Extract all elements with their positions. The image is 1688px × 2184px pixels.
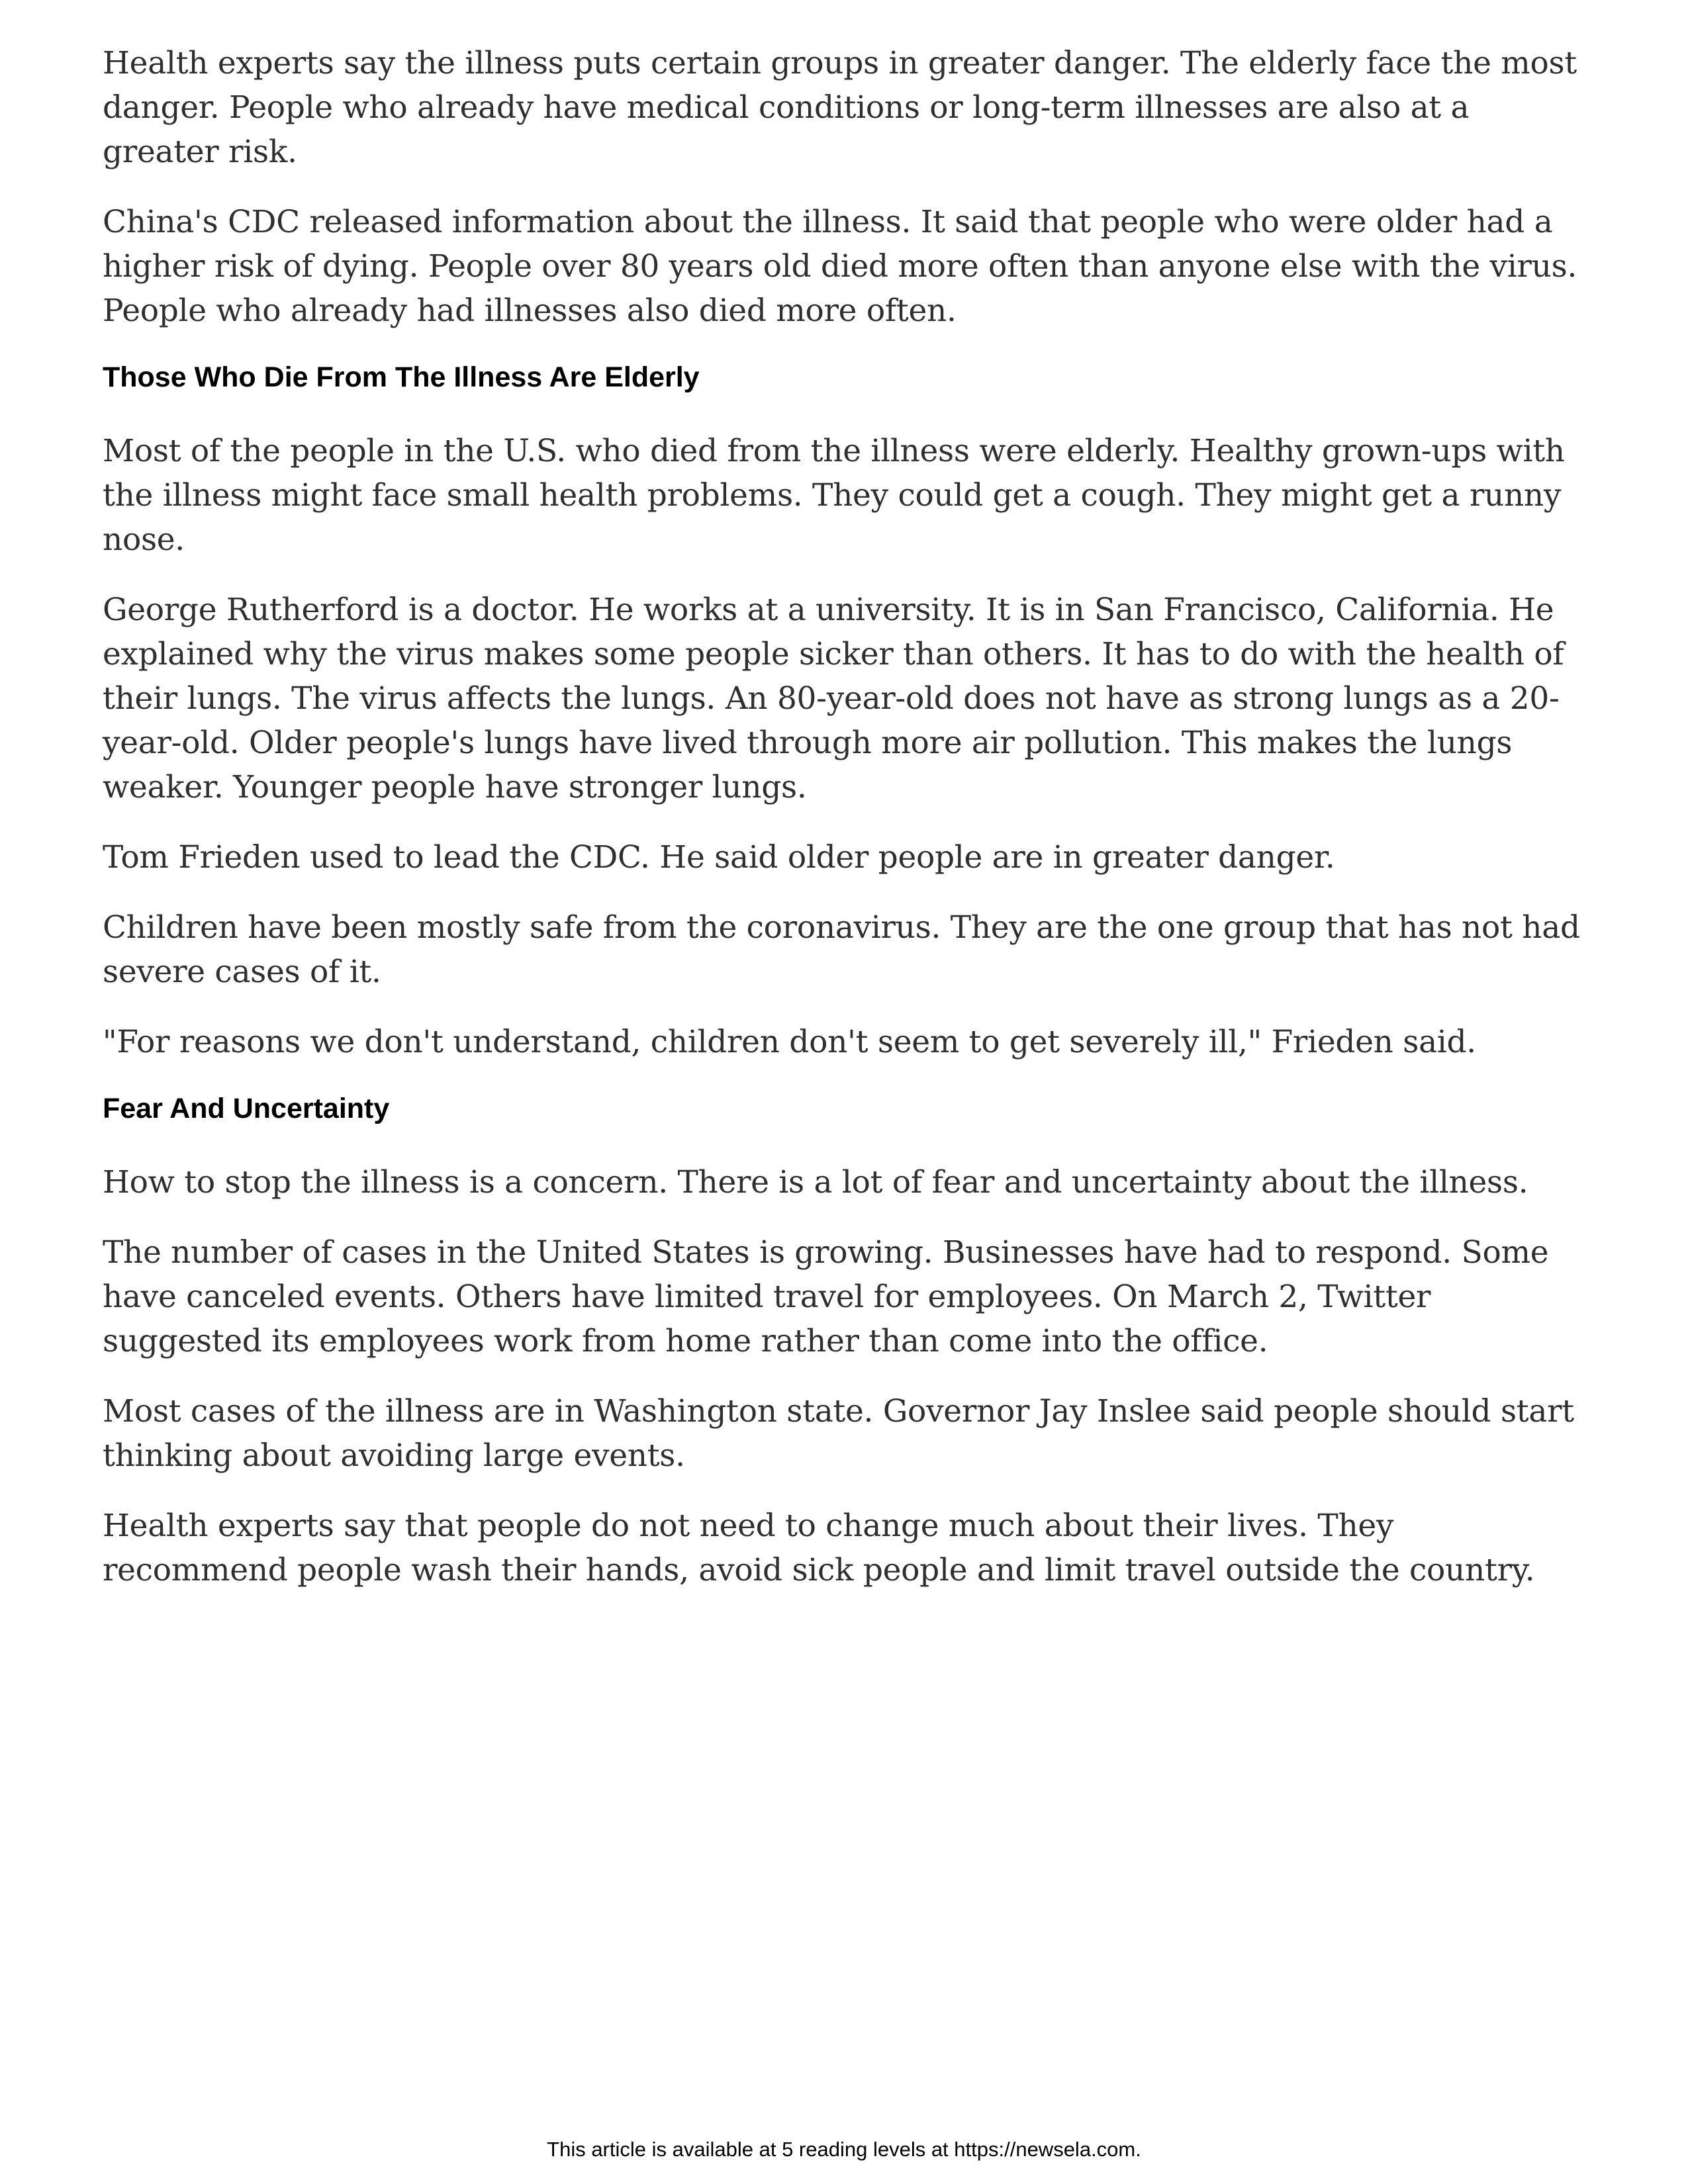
paragraph: Health experts say that people do not need to change much about their lives. They recommend people wash their hands, avoid sick people and limit travel outside the country. — [103, 1508, 1535, 1588]
paragraph: How to stop the illness is a concern. There is a lot of fear and uncertainty about the illness. — [103, 1164, 1528, 1201]
paragraph: Children have been mostly safe from the coronavirus. They are the one group that has not had severe cases of it. — [103, 909, 1580, 990]
paragraph: "For reasons we don't understand, children don't seem to get severely ill," Frieden said. — [103, 1024, 1476, 1060]
paragraph: Health experts say the illness puts certain groups in greater danger. The elderly face the most danger. People who already have medical conditions or long-term illnesses are also at a greater risk. — [103, 45, 1577, 170]
paragraph: The number of cases in the United States is growing. Businesses have had to respond. Some have canceled events. Others have limited travel for employees. On March 2, Twitter suggested its employees work from home rather than come into the office. — [103, 1234, 1549, 1359]
section-heading: Fear And Uncertainty — [103, 1093, 390, 1124]
paragraph: Most of the people in the U.S. who died from the illness were elderly. Healthy grown-ups with the illness might face small health problems. They could get a cough. They might get a runny nose. — [103, 433, 1565, 558]
paragraph: China's CDC released information about the illness. It said that people who were older had a higher risk of dying. People over 80 years old died more often than anyone else with the virus. People who already had illnesses also died more often. — [103, 204, 1577, 329]
section-heading: Those Who Die From The Illness Are Elderly — [103, 361, 700, 393]
paragraph: George Rutherford is a doctor. He works at a university. It is in San Francisco, California. He explained why the virus makes some people sicker than others. It has to do with the health of their lungs. The virus affects the lungs. An 80-year-old does not have as strong lungs as a 20-year-old. Older people's lungs have lived through more air pollution. This makes the lungs weaker. Younger people have stronger lungs. — [103, 592, 1564, 805]
article-body — [103, 41, 1585, 1618]
page-footer: This article is available at 5 reading levels at https://newsela.com. — [547, 2138, 1141, 2161]
paragraph: Most cases of the illness are in Washington state. Governor Jay Inslee said people should start thinking about avoiding large events. — [103, 1393, 1574, 1474]
paragraph: Tom Frieden used to lead the CDC. He said older people are in greater danger. — [103, 839, 1335, 876]
